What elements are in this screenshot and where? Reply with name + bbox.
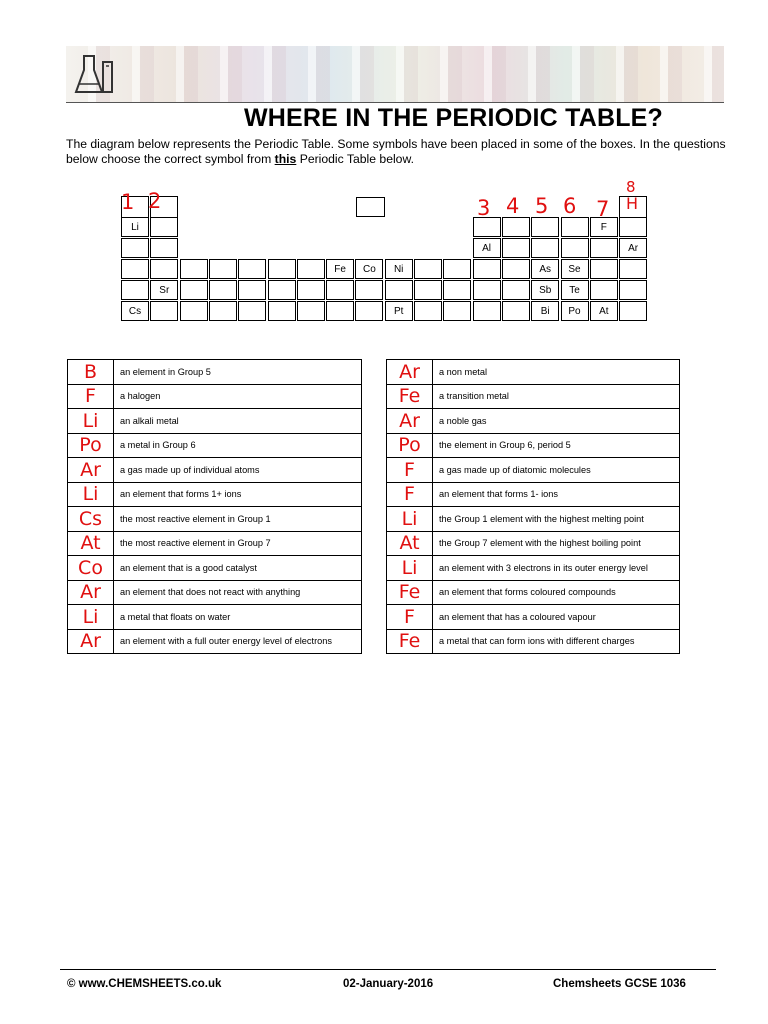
header-divider	[66, 102, 724, 103]
handwritten-answer[interactable]: Fe	[387, 580, 433, 605]
hydrogen-box	[356, 197, 385, 217]
empty-element-cell	[238, 259, 266, 279]
question-text: the element in Group 6, period 5	[433, 433, 680, 458]
empty-element-cell	[268, 280, 296, 300]
handwritten-answer[interactable]: B	[68, 360, 114, 385]
page-title: WHERE IN THE PERIODIC TABLE?	[244, 104, 664, 132]
question-row	[387, 556, 680, 581]
question-text: a noble gas	[433, 409, 680, 434]
question-row	[387, 458, 680, 483]
question-text: a gas made up of individual atoms	[114, 458, 362, 483]
empty-element-cell	[209, 259, 237, 279]
element-cell-f: F	[590, 217, 618, 237]
question-row	[387, 507, 680, 532]
empty-element-cell	[473, 301, 501, 321]
question-text: an element that has a coloured vapour	[433, 605, 680, 630]
element-cell-fe: Fe	[326, 259, 354, 279]
empty-element-cell	[297, 280, 325, 300]
question-row	[387, 629, 680, 654]
handwritten-answer[interactable]: Li	[387, 556, 433, 581]
empty-element-cell	[502, 259, 530, 279]
intro-emphasis: this	[274, 152, 297, 166]
question-text: the most reactive element in Group 1	[114, 507, 362, 532]
group-label-1: 1	[121, 190, 135, 214]
handwritten-answer[interactable]: Li	[68, 482, 114, 507]
handwritten-answer[interactable]: Li	[68, 409, 114, 434]
handwritten-answer[interactable]: Li	[387, 507, 433, 532]
question-text: an element that does not react with anything	[114, 580, 362, 605]
question-text: an element with a full outer energy level of electrons	[114, 629, 362, 654]
footer-divider	[60, 969, 716, 970]
question-text: an element that forms 1- ions	[433, 482, 680, 507]
question-text: a non metal	[433, 360, 680, 385]
empty-element-cell	[121, 280, 149, 300]
handwritten-answer[interactable]: F	[387, 458, 433, 483]
empty-element-cell	[297, 301, 325, 321]
group-label-5: 5	[535, 194, 549, 218]
element-cell-co: Co	[355, 259, 383, 279]
empty-element-cell	[150, 238, 178, 258]
group-label-3: 3	[477, 196, 491, 220]
handwritten-answer[interactable]: F	[68, 384, 114, 409]
question-text: a metal that can form ions with different charges	[433, 629, 680, 654]
element-cell-cs: Cs	[121, 301, 149, 321]
empty-element-cell	[150, 217, 178, 237]
empty-element-cell	[619, 280, 647, 300]
empty-element-cell	[590, 280, 618, 300]
empty-element-cell	[209, 280, 237, 300]
footer-reference: Chemsheets GCSE 1036	[553, 978, 686, 990]
question-row	[387, 482, 680, 507]
empty-element-cell	[150, 259, 178, 279]
questions-left-table	[67, 359, 362, 654]
empty-element-cell	[502, 238, 530, 258]
question-text: an alkali metal	[114, 409, 362, 434]
handwritten-answer[interactable]: Po	[68, 433, 114, 458]
handwritten-answer[interactable]: Ar	[68, 458, 114, 483]
empty-element-cell	[502, 301, 530, 321]
element-cell-at: At	[590, 301, 618, 321]
empty-element-cell	[531, 238, 559, 258]
empty-element-cell	[502, 280, 530, 300]
question-text: the Group 1 element with the highest melting point	[433, 507, 680, 532]
footer-date: 02-January-2016	[343, 978, 434, 990]
question-row	[68, 556, 362, 581]
empty-element-cell	[385, 280, 413, 300]
empty-element-cell	[150, 301, 178, 321]
questions-right-table	[386, 359, 680, 654]
handwritten-answer[interactable]: Fe	[387, 384, 433, 409]
intro-text-end: Periodic Table below.	[296, 152, 414, 166]
empty-element-cell	[326, 301, 354, 321]
question-row	[387, 433, 680, 458]
question-row	[387, 605, 680, 630]
element-cell-sb: Sb	[531, 280, 559, 300]
handwritten-answer[interactable]: At	[387, 531, 433, 556]
empty-element-cell	[180, 259, 208, 279]
intro-paragraph	[66, 137, 726, 167]
empty-element-cell	[561, 217, 589, 237]
group-label-4: 4	[506, 194, 520, 218]
empty-element-cell	[531, 217, 559, 237]
handwritten-answer[interactable]: Fe	[387, 629, 433, 654]
question-row	[387, 409, 680, 434]
intro-text: The diagram below represents the Periodic Table. Some symbols have been placed in some of the boxes. In the questions below choose the correct symbol from	[66, 137, 726, 166]
header-banner	[66, 46, 724, 132]
handwritten-answer[interactable]: Li	[68, 605, 114, 630]
empty-element-cell	[238, 280, 266, 300]
question-row	[68, 531, 362, 556]
question-row	[68, 384, 362, 409]
question-row	[68, 605, 362, 630]
element-cell-al: Al	[473, 238, 501, 258]
question-text: a gas made up of diatomic molecules	[433, 458, 680, 483]
question-row	[387, 580, 680, 605]
handwritten-answer[interactable]: Cs	[68, 507, 114, 532]
empty-element-cell	[590, 259, 618, 279]
empty-element-cell	[268, 259, 296, 279]
question-text: an element in Group 5	[114, 360, 362, 385]
empty-element-cell	[443, 301, 471, 321]
empty-element-cell	[414, 301, 442, 321]
empty-element-cell	[121, 238, 149, 258]
empty-element-cell	[414, 259, 442, 279]
question-row	[68, 360, 362, 385]
empty-element-cell	[180, 301, 208, 321]
element-cell-po: Po	[561, 301, 589, 321]
empty-element-cell	[619, 259, 647, 279]
empty-element-cell	[619, 217, 647, 237]
question-text: a metal in Group 6	[114, 433, 362, 458]
empty-element-cell	[238, 301, 266, 321]
handwritten-answer[interactable]: At	[68, 531, 114, 556]
question-row	[68, 409, 362, 434]
handwritten-answer[interactable]: Co	[68, 556, 114, 581]
element-cell-pt: Pt	[385, 301, 413, 321]
empty-element-cell	[355, 280, 383, 300]
question-text: an element that forms 1+ ions	[114, 482, 362, 507]
handwritten-answer[interactable]: F	[387, 482, 433, 507]
question-text: the Group 7 element with the highest boiling point	[433, 531, 680, 556]
question-row	[68, 433, 362, 458]
empty-element-cell	[209, 301, 237, 321]
question-row	[387, 384, 680, 409]
handwritten-answer[interactable]: Po	[387, 433, 433, 458]
element-cell-ni: Ni	[385, 259, 413, 279]
group-label-8: 8	[626, 178, 636, 196]
empty-element-cell	[180, 280, 208, 300]
handwritten-answer[interactable]: F	[387, 605, 433, 630]
handwritten-answer[interactable]: Ar	[68, 580, 114, 605]
question-row	[68, 507, 362, 532]
empty-element-cell	[473, 280, 501, 300]
empty-element-cell	[326, 280, 354, 300]
element-cell-sr: Sr	[150, 280, 178, 300]
element-cell-te: Te	[561, 280, 589, 300]
group-label-6: 6	[563, 194, 577, 218]
element-cell-se: Se	[561, 259, 589, 279]
question-text: a transition metal	[433, 384, 680, 409]
handwritten-answer[interactable]: Ar	[387, 409, 433, 434]
empty-element-cell	[443, 280, 471, 300]
flask-icon	[76, 52, 120, 98]
question-row	[387, 360, 680, 385]
empty-element-cell	[561, 238, 589, 258]
element-cell-bi: Bi	[531, 301, 559, 321]
question-text: the most reactive element in Group 7	[114, 531, 362, 556]
element-cell-as: As	[531, 259, 559, 279]
question-text: an element with 3 electrons in its outer energy level	[433, 556, 680, 581]
empty-element-cell	[414, 280, 442, 300]
empty-element-cell	[473, 259, 501, 279]
empty-element-cell	[297, 259, 325, 279]
group-label-2: 2	[148, 189, 162, 213]
question-text: an element that forms coloured compounds	[433, 580, 680, 605]
empty-element-cell	[268, 301, 296, 321]
group-label-7: 7	[596, 197, 610, 221]
question-row	[68, 458, 362, 483]
empty-element-cell	[473, 217, 501, 237]
empty-element-cell	[355, 301, 383, 321]
empty-element-cell	[502, 217, 530, 237]
question-row	[68, 629, 362, 654]
question-text: an element that is a good catalyst	[114, 556, 362, 581]
question-text: a metal that floats on water	[114, 605, 362, 630]
period1-answer: H	[626, 194, 639, 213]
question-row	[387, 531, 680, 556]
question-row	[68, 580, 362, 605]
question-text: a halogen	[114, 384, 362, 409]
banner-decoration	[66, 46, 724, 102]
handwritten-answer[interactable]: Ar	[68, 629, 114, 654]
empty-element-cell	[590, 238, 618, 258]
empty-element-cell	[619, 301, 647, 321]
empty-element-cell	[443, 259, 471, 279]
element-cell-ar: Ar	[619, 238, 647, 258]
footer-copyright: © www.CHEMSHEETS.co.uk	[67, 978, 222, 990]
empty-element-cell	[121, 259, 149, 279]
question-row	[68, 482, 362, 507]
element-cell-li: Li	[121, 217, 149, 237]
handwritten-answer[interactable]: Ar	[387, 360, 433, 385]
